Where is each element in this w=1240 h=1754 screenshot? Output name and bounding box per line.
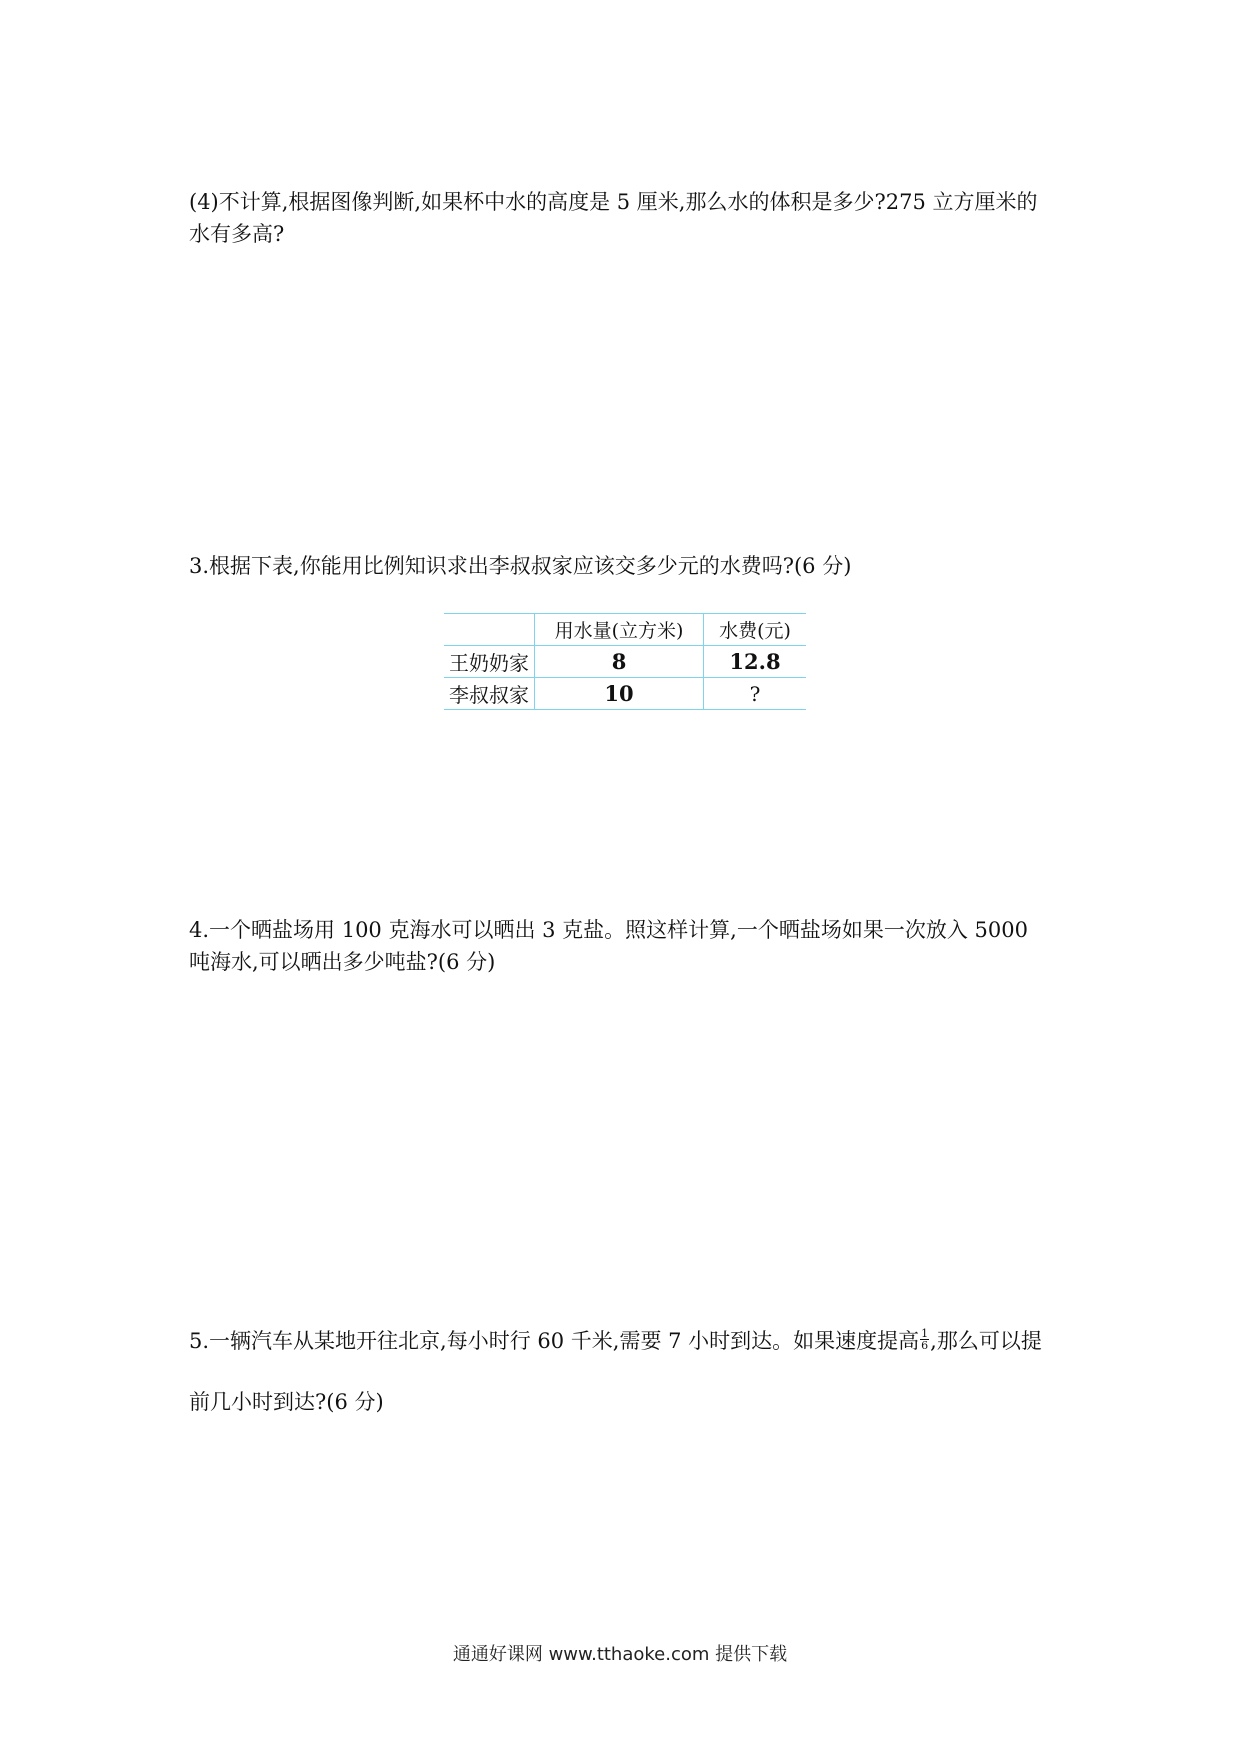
question-text-line: [189, 1325, 1069, 1357]
row-label: 王奶奶家: [444, 646, 535, 678]
table-header-row: [444, 614, 806, 646]
question-3: [189, 550, 1069, 582]
usage-value: 10: [535, 678, 704, 710]
question-5: [189, 1325, 1069, 1418]
question-text: 3.根据下表,你能用比例知识求出李叔叔家应该交多少元的水费吗?(6 分): [189, 554, 852, 578]
question-text-line: 4.一个晒盐场用 100 克海水可以晒出 3 克盐。照这样计算,一个晒盐场如果一次放入 5000: [189, 918, 1028, 942]
fraction-numerator: 1: [921, 1327, 929, 1340]
fraction-denominator: 6: [921, 1339, 929, 1352]
water-fee-table: [444, 613, 806, 710]
fee-value: ?: [704, 678, 807, 710]
question-4-sub-part: [189, 186, 1069, 250]
table-header-cell: 水费(元): [704, 614, 807, 646]
question-text-line: (4)不计算,根据图像判断,如果杯中水的高度是 5 厘米,那么水的体积是多少?275 立方厘米的: [189, 190, 1038, 214]
usage-value: 8: [535, 646, 704, 678]
table-header-cell: [444, 614, 535, 646]
row-label: 李叔叔家: [444, 678, 535, 710]
question-text-line: 前几小时到达?(6 分): [189, 1390, 384, 1414]
question-text-line: 水有多高?: [189, 222, 285, 246]
question-text-segment: 5.一辆汽车从某地开往北京,每小时行 60 千米,需要 7 小时到达。如果速度提高: [189, 1329, 920, 1353]
footer-credit: 通通好课网 www.tthaoke.com 提供下载: [452, 1644, 788, 1665]
table-row: [444, 678, 806, 710]
question-text-segment: ,那么可以提: [930, 1329, 1042, 1353]
table-header-cell: 用水量(立方米): [535, 614, 704, 646]
fee-value: 12.8: [704, 646, 807, 678]
table-row: [444, 646, 806, 678]
question-text-line: 吨海水,可以晒出多少吨盐?(6 分): [189, 950, 496, 974]
question-4: [189, 914, 1069, 978]
fraction: [920, 1328, 929, 1351]
